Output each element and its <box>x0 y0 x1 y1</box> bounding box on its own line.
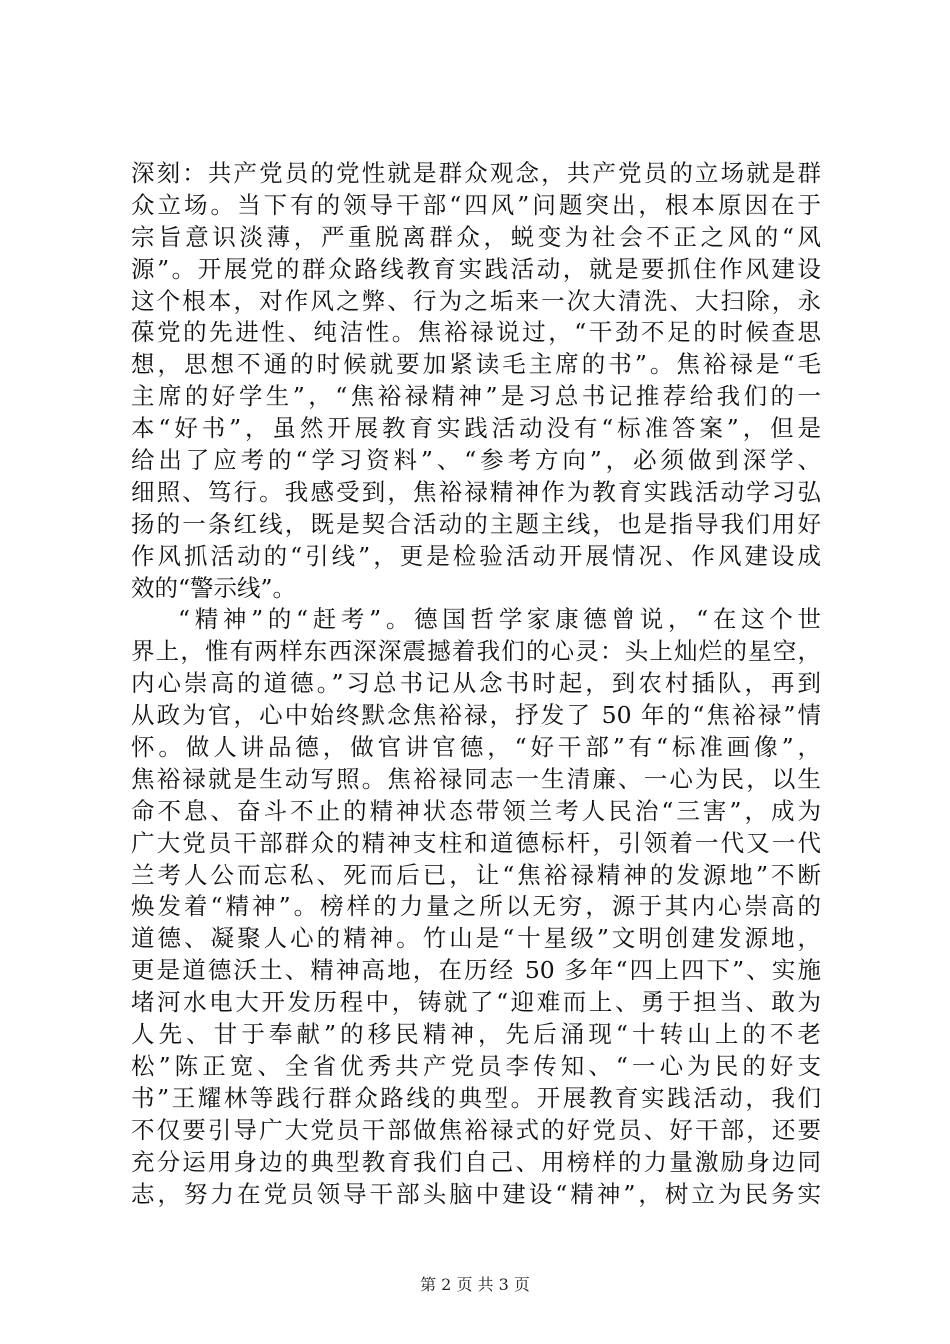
text-line: 本“好书”，虽然开展教育实践活动没有“标准答案”，但是 <box>131 414 821 443</box>
text-line: 人先、甘于奉献”的移民精神，先后涌现“十转山上的不老 <box>131 1020 821 1049</box>
text-line: 宗旨意识淡薄，严重脱离群众，蜕变为社会不正之风的“风 <box>131 222 821 251</box>
text-line: 众立场。当下有的领导干部“四风”问题突出，根本原因在于 <box>131 190 821 219</box>
text-line: 内心崇高的道德。”习总书记从念书时起，到农村插队，再到 <box>131 669 821 698</box>
text-line: 细照、笃行。我感受到，焦裕禄精神作为教育实践活动学习弘 <box>131 477 821 506</box>
text-line: 想，思想不通的时候就要加紧读毛主席的书”。焦裕禄是“毛 <box>131 350 821 379</box>
text-line: 焕发着“精神”。榜样的力量之所以无穷，源于其内心崇高的 <box>131 892 821 921</box>
text-line: 界上，惟有两样东西深深震撼着我们的心灵：头上灿烂的星空， <box>131 637 821 666</box>
text-line: 兰考人公而忘私、死而后已，让“焦裕禄精神的发源地”不断 <box>131 860 821 889</box>
document-body <box>131 158 821 1210</box>
text-line: 扬的一条红线，既是契合活动的主题主线，也是指导我们用好 <box>131 509 821 538</box>
page-number-footer: 第 2 页 共 3 页 <box>420 1275 530 1294</box>
text-line: 不仅要引导广大党员干部做焦裕禄式的好党员、好干部，还要 <box>131 1115 821 1144</box>
text-line: 充分运用身边的典型教育我们自己、用榜样的力量激励身边同 <box>131 1147 821 1176</box>
text-line: 更是道德沃土、精神高地，在历经 50 多年“四上四下”、实施 <box>131 956 821 985</box>
text-line: 这个根本，对作风之弊、行为之垢来一次大清洗、大扫除，永 <box>131 286 821 315</box>
text-line: 松”陈正宽、全省优秀共产党员李传知、“一心为民的好支 <box>131 1051 821 1080</box>
text-line: 效的“警示线”。 <box>131 573 297 602</box>
text-line: 道德、凝聚人心的精神。竹山是“十星级”文明创建发源地， <box>131 924 821 953</box>
text-line: 深刻：共产党员的党性就是群众观念，共产党员的立场就是群 <box>131 159 821 187</box>
text-line: 怀。做人讲品德，做官讲官德，“好干部”有“标准画像”， <box>131 733 821 762</box>
text-line: 堵河水电大开发历程中，铸就了“迎难而上、勇于担当、敢为 <box>131 988 821 1017</box>
text-line: 源”。开展党的群众路线教育实践活动，就是要抓住作风建设 <box>131 254 821 283</box>
text-line: 广大党员干部群众的精神支柱和道德标杆，引领着一代又一代 <box>131 828 821 857</box>
text-line: 从政为官，心中始终默念焦裕禄，抒发了 50 年的“焦裕禄”情 <box>131 701 821 730</box>
text-line: 书”王耀林等践行群众路线的典型。开展教育实践活动，我们 <box>131 1083 821 1112</box>
paragraph-start-line: “精神”的“赶考”。德国哲学家康德曾说，“在这个世 <box>178 605 821 634</box>
text-line: 志，努力在党员领导干部头脑中建设“精神”，树立为民务实 <box>131 1179 821 1208</box>
text-line: 主席的好学生”，“焦裕禄精神”是习总书记推荐给我们的一 <box>131 382 821 411</box>
text-line: 葆党的先进性、纯洁性。焦裕禄说过，“干劲不足的时候查思 <box>131 318 821 347</box>
text-line: 焦裕禄就是生动写照。焦裕禄同志一生清廉、一心为民，以生 <box>131 764 821 793</box>
text-line: 给出了应考的“学习资料”、“参考方向”，必须做到深学、 <box>131 446 821 475</box>
text-line: 命不息、奋斗不止的精神状态带领兰考人民治“三害”，成为 <box>131 796 821 825</box>
text-line: 作风抓活动的“引线”，更是检验活动开展情况、作风建设成 <box>131 541 821 570</box>
